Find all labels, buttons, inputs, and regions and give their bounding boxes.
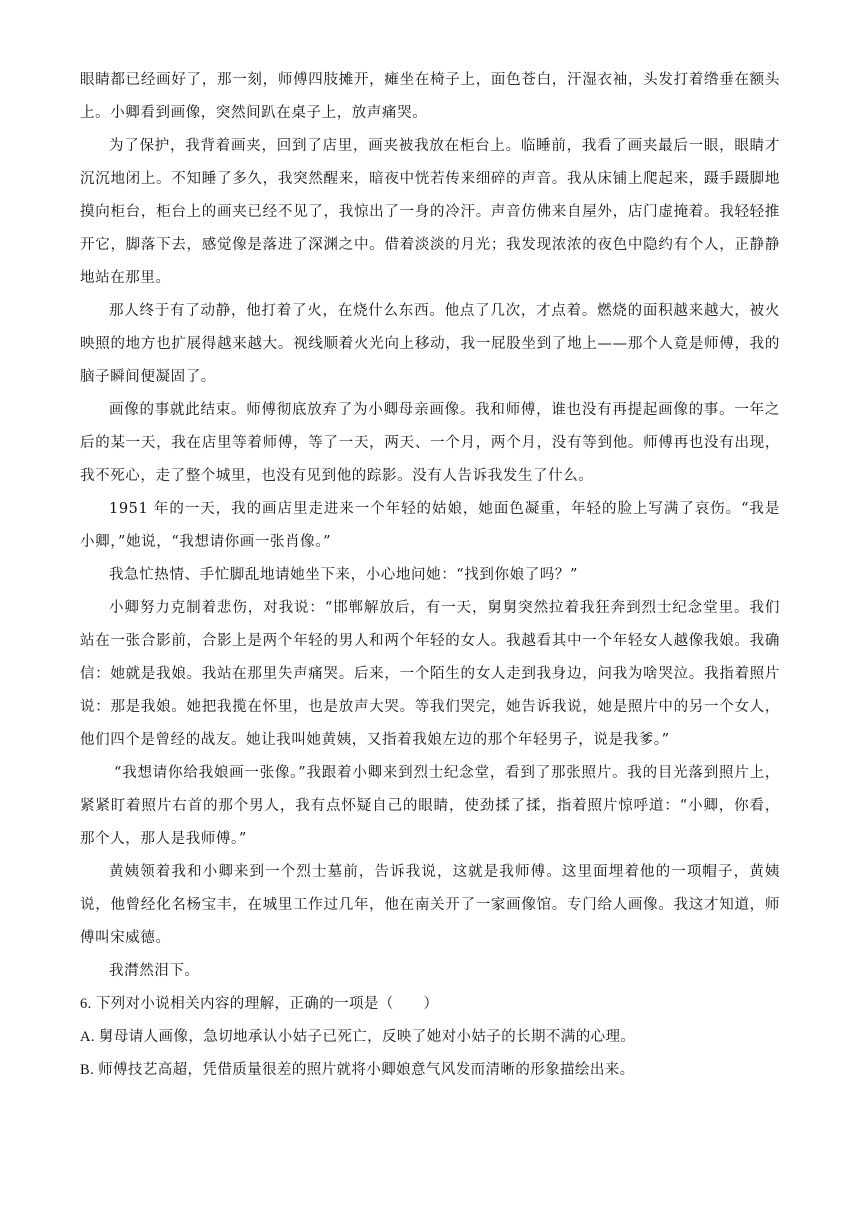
passage-paragraph: “我想请你给我娘画一张像。”我跟着小卿来到烈士纪念堂，看到了那张照片。我的目光落到照片上，紧紧盯着照片右首的那个男人，我有点怀疑自己的眼睛，使劲揉了揉，指着照片惊呼道：“小卿，你看，那个人，那人是我师傅。” [80,765,780,847]
passage-paragraph: 为了保护，我背着画夹，回到了店里，画夹被我放在柜台上。临睡前，我看了画夹最后一眼，眼睛才沉沉地闭上。不知睡了多久，我突然醒来，暗夜中恍若传来细碎的声音。我从床铺上爬起来，蹑手蹑脚地摸向柜台，柜台上的画夹已经不见了，我惊出了一身的冷汗。声音仿佛来自屋外，店门虚掩着。我轻轻推开它，脚落下去，感觉像是落进了深渊之中。借着淡淡的月光；我发现浓浓的夜色中隐约有个人，正静静地站在那里。 [80,138,780,286]
question-block [80,988,780,1087]
passage-paragraph: 小卿努力克制着悲伤，对我说：“邯郸解放后，有一天，舅舅突然拉着我狂奔到烈士纪念堂里。我们站在一张合影前，合影上是两个年轻的男人和两个年轻的女人。我越看其中一个年轻女人越像我娘。我确信：她就是我娘。我站在那里失声痛哭。后来，一个陌生的女人走到我身边，问我为啥哭泣。我指着照片说：那是我娘。她把我揽在怀里，也是放声大哭。等我们哭完，她告诉我说，她是照片中的另一个女人，他们四个是曾经的战友。她让我叫她黄姨，又指着我娘左边的那个年轻男子，说是我爹。” [80,600,780,748]
passage-paragraph: 黄姨领着我和小卿来到一个烈士墓前，告诉我说，这就是我师傅。这里面埋着他的一项帽子，黄姨说，他曾经化名杨宝丰，在城里工作过几年，他在南关开了一家画像馆。专门给人画像。我这才知道，师傅叫宋威德。 [80,864,780,946]
question-stem: 6. 下列对小说相关内容的理解，正确的一项是（ ） [80,996,439,1012]
answer-option-a[interactable]: A. 舅母请人画像，急切地承认小姑子已死亡，反映了她对小姑子的长期不满的心理。 [80,1029,636,1045]
answer-option-b[interactable]: B. 师傅技艺高超，凭借质量很差的照片就将小卿娘意气风发而清晰的形象描绘出来。 [80,1062,635,1078]
passage-paragraph: 我潸然泪下。 [109,963,200,979]
passage-paragraph: 画像的事就此结束。师傅彻底放弃了为小卿母亲画像。我和师傅，谁也没有再提起画像的事。一年之后的某一天，我在店里等着师傅，等了一天，两天、一个月，两个月，没有等到他。师傅再也没有出现，我不死心，走了整个城里，也没有见到他的踪影。没有人告诉我发生了什么。 [80,402,780,484]
document-page [80,64,780,1087]
passage-paragraph: 我急忙热情、手忙脚乱地请她坐下来，小心地问她：“找到你娘了吗？” [109,567,579,583]
passage-paragraph: 那人终于有了动静，他打着了火，在烧什么东西。他点了几次，才点着。燃烧的面积越来越大，被火映照的地方也扩展得越来越大。视线顺着火光向上移动，我一屁股坐到了地上——那个人竟是师傅，我的脑子瞬间便凝固了。 [80,303,780,385]
passage-paragraph: 1951 年的一天，我的画店里走进来一个年轻的姑娘，她面色凝重，年轻的脸上写满了哀伤。“我是小卿，”她说，“我想请你画一张肖像。” [80,501,780,550]
passage [80,64,780,988]
passage-paragraph: 眼睛都已经画好了，那一刻，师傅四肢摊开，瘫坐在椅子上，面色苍白，汗湿衣袖，头发打着绺垂在额头上。小卿看到画像，突然间趴在桌子上，放声痛哭。 [80,72,780,121]
